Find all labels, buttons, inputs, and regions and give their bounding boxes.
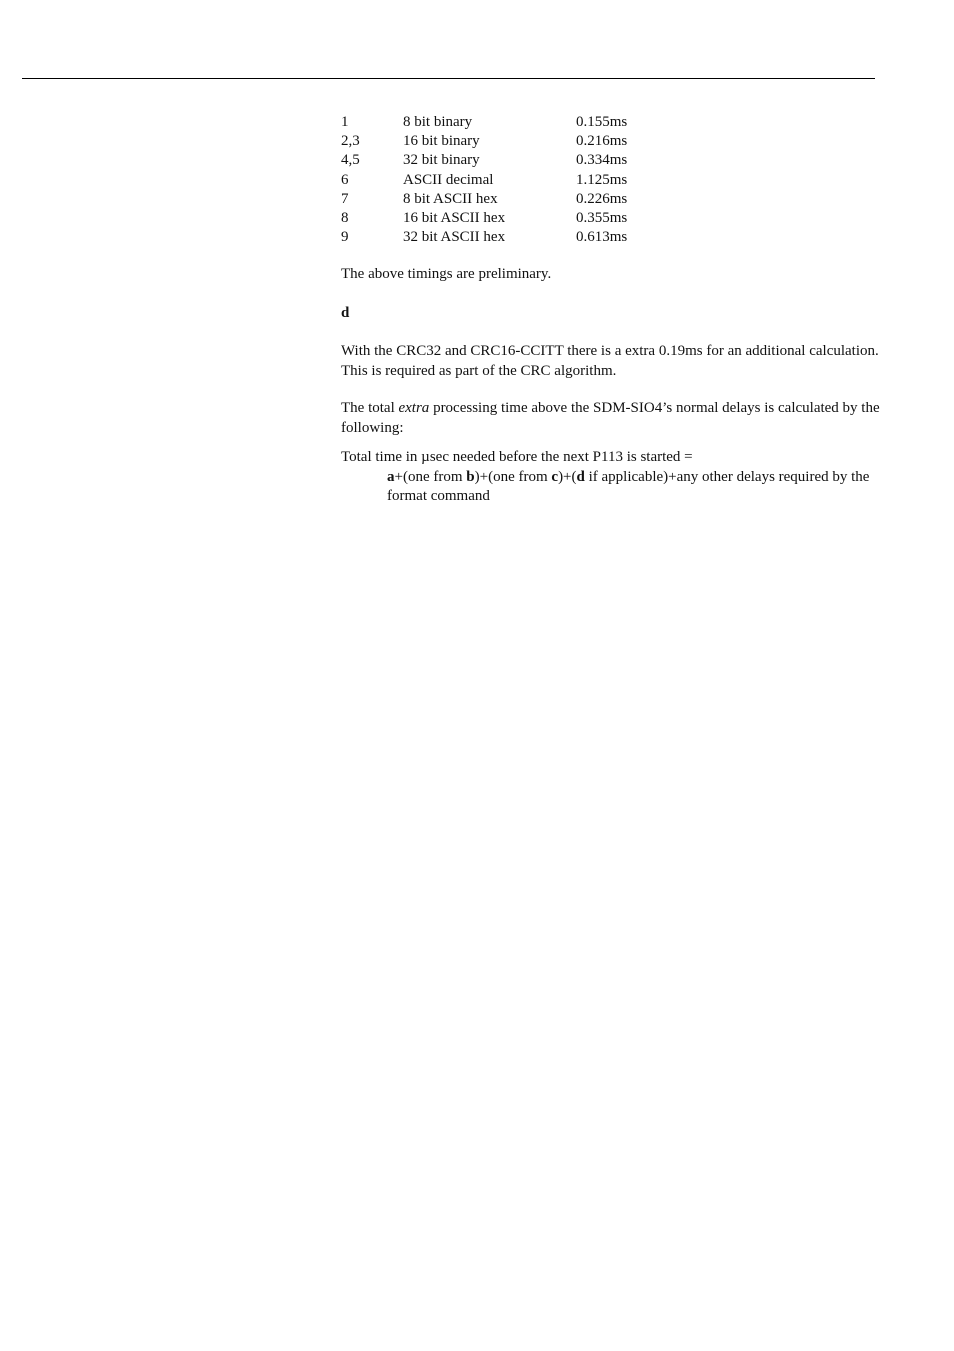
description-cell: 16 bit ASCII hex <box>403 210 506 227</box>
description-cell: 16 bit binary <box>403 133 480 150</box>
table-row <box>341 228 627 247</box>
format-cell: 1 <box>341 114 349 130</box>
description-cell: 32 bit ASCII hex <box>403 229 506 246</box>
total-text-emphasis: extra <box>398 400 430 417</box>
format-cell: 8 <box>341 210 349 227</box>
total-text-before: The total <box>341 400 399 417</box>
time-cell: 0.334ms <box>576 152 628 169</box>
format-cell: 7 <box>341 190 349 207</box>
preliminary-note: The above timings are preliminary. <box>341 266 552 283</box>
section-d-heading: d <box>341 304 350 321</box>
time-cell: 0.226ms <box>576 190 628 207</box>
crc-paragraph: With the CRC32 and CRC16-CCITT there is a extra 0.19ms for an additional calculation. This is required as part of the CRC algorithm. <box>341 343 879 379</box>
formula-expression <box>387 468 881 507</box>
table-row <box>341 132 627 151</box>
description-cell: ASCII decimal <box>403 171 494 188</box>
timing-table-body <box>341 113 627 247</box>
total-text-after: processing time above the SDM-SIO4’s normal delays is calculated by the following: <box>341 400 880 436</box>
time-cell: 0.155ms <box>576 114 628 130</box>
format-cell: 4,5 <box>341 152 360 169</box>
formula-term-c: c <box>551 468 559 485</box>
formula-term-a: a <box>387 468 395 485</box>
format-cell: 9 <box>341 229 349 246</box>
time-cell: 1.125ms <box>576 171 628 188</box>
formula-intro: Total time in µsec needed before the next P113 is started = <box>341 449 693 466</box>
time-cell: 0.216ms <box>576 133 628 150</box>
timing-table <box>341 113 627 247</box>
table-row <box>341 209 627 228</box>
time-cell: 0.613ms <box>576 229 628 246</box>
formula-text: )+( <box>558 468 577 485</box>
table-row <box>341 171 627 190</box>
page-content <box>341 113 881 507</box>
format-cell: 2,3 <box>341 133 360 150</box>
formula-text: )+(one from <box>474 468 552 485</box>
formula-term-d: d <box>576 468 585 485</box>
table-row <box>341 113 627 132</box>
description-cell: 8 bit ASCII hex <box>403 190 498 207</box>
formula-text: +(one from <box>394 468 467 485</box>
total-processing-paragraph <box>341 399 881 438</box>
description-cell: 32 bit binary <box>403 152 480 169</box>
table-row <box>341 151 627 170</box>
format-cell: 6 <box>341 171 349 188</box>
time-cell: 0.355ms <box>576 210 628 227</box>
formula-text: if applicable)+any other delays required by the format command <box>387 468 870 505</box>
formula-term-b: b <box>466 468 475 485</box>
description-cell: 8 bit binary <box>403 114 473 130</box>
table-row <box>341 190 627 209</box>
header-rule <box>22 78 875 79</box>
